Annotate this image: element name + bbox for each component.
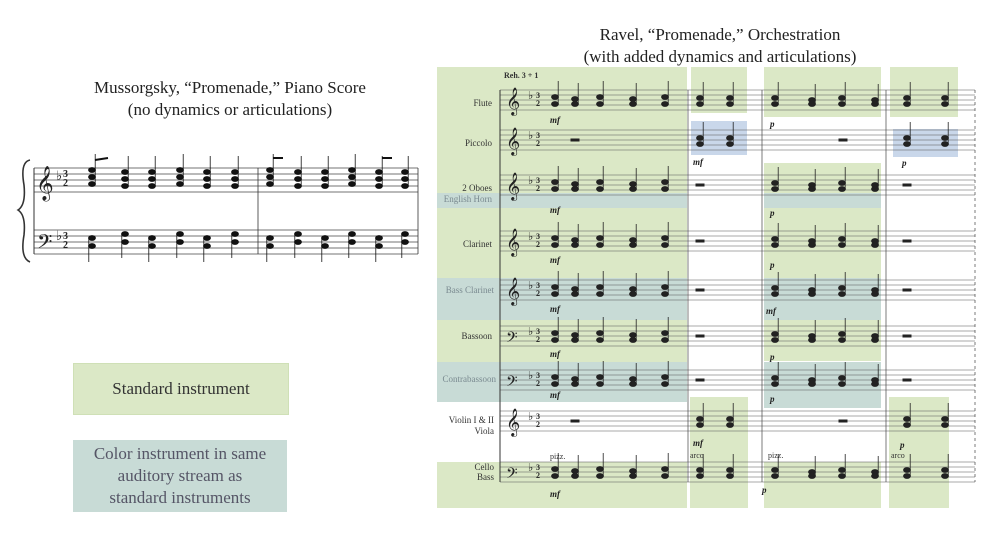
notehead [872, 102, 879, 107]
time-signature: 2 [536, 471, 540, 480]
notehead [839, 187, 846, 192]
label-oboes: 2 Oboes [462, 183, 492, 193]
notehead [697, 96, 704, 101]
notehead [809, 102, 816, 107]
time-signature: 3 [536, 176, 540, 185]
flat-icon: ♭ [528, 130, 534, 142]
notehead [630, 97, 637, 102]
notehead [697, 468, 704, 473]
dynamic-p: p [762, 485, 767, 495]
notehead [597, 180, 604, 185]
notehead [839, 332, 846, 337]
bass-clef-icon: 𝄢 [506, 465, 518, 485]
label-violin: Violin I & II [448, 415, 494, 425]
notehead [597, 187, 604, 192]
notehead [572, 287, 579, 292]
notehead [662, 180, 669, 185]
svg-text:2: 2 [63, 178, 68, 189]
whole-rest [571, 420, 579, 422]
notehead [839, 338, 846, 343]
notehead [872, 382, 879, 387]
notehead [552, 285, 559, 290]
dynamic-mf: mf [550, 205, 560, 215]
label-piccolo: Piccolo [465, 138, 492, 148]
notehead [772, 468, 779, 473]
notehead [809, 382, 816, 387]
dynamic-p: p [770, 394, 775, 404]
time-signature: 2 [536, 240, 540, 249]
notehead [630, 333, 637, 338]
flat-icon: ♭ [528, 175, 534, 187]
dynamic-p: p [770, 119, 775, 129]
notehead [809, 474, 816, 479]
svg-text:3: 3 [63, 231, 68, 242]
label-bass: Bass [476, 472, 494, 482]
time-signature: 2 [536, 379, 540, 388]
notehead [904, 468, 911, 473]
flat-icon: ♭ [528, 231, 534, 243]
notehead [597, 236, 604, 241]
time-signature: 3 [536, 232, 540, 241]
notehead [839, 96, 846, 101]
dynamic-mf: mf [766, 306, 776, 316]
whole-rest [696, 289, 704, 291]
notehead [697, 474, 704, 479]
time-signature: 3 [536, 327, 540, 336]
label-cello: Cello [474, 462, 494, 472]
notehead [630, 287, 637, 292]
notehead [942, 136, 949, 141]
pizz-marking: pizz. [768, 451, 784, 460]
flat-icon: ♭ [528, 411, 534, 423]
notehead [572, 474, 579, 479]
notehead [597, 285, 604, 290]
arco-marking: arco [690, 451, 704, 460]
treble-clef-icon: 𝄞 [506, 410, 521, 436]
time-signature: 2 [536, 99, 540, 108]
dynamic-mf: mf [550, 255, 560, 265]
notehead [597, 338, 604, 343]
notehead [552, 467, 559, 472]
notehead [572, 243, 579, 248]
bass-clef-icon: 𝄢 [37, 232, 53, 258]
treble-clef-icon: 𝄞 [506, 230, 521, 256]
notehead [630, 102, 637, 107]
notehead [572, 333, 579, 338]
flat-icon: ♭ [528, 326, 534, 338]
dynamic-mf: mf [693, 157, 703, 167]
dynamic-mf: mf [550, 489, 560, 499]
rehearsal-mark: Reh. 3 + 1 [504, 71, 539, 80]
orchestration-title-line2: (with added dynamics and articulations) [583, 47, 857, 66]
treble-clef-icon: 𝄞 [36, 167, 54, 200]
notehead [727, 102, 734, 107]
notehead [662, 331, 669, 336]
notehead [662, 102, 669, 107]
notehead [904, 96, 911, 101]
notehead [552, 243, 559, 248]
notehead [839, 474, 846, 479]
notehead [662, 187, 669, 192]
dynamic-p: p [900, 440, 905, 450]
notehead [572, 382, 579, 387]
notehead [552, 236, 559, 241]
notehead [572, 187, 579, 192]
notehead [942, 468, 949, 473]
notehead [904, 136, 911, 141]
notehead [942, 417, 949, 422]
notehead [697, 136, 704, 141]
svg-text:♭: ♭ [56, 168, 63, 183]
notehead [942, 96, 949, 101]
notehead [727, 142, 734, 147]
notehead [839, 237, 846, 242]
whole-rest [696, 240, 704, 242]
notehead [552, 102, 559, 107]
label-bass-clarinet: Bass Clarinet [445, 285, 494, 295]
notehead [839, 181, 846, 186]
bass-clef-icon: 𝄢 [506, 329, 518, 349]
notehead [552, 95, 559, 100]
notehead [839, 468, 846, 473]
notehead [597, 331, 604, 336]
notehead [597, 292, 604, 297]
notehead [942, 142, 949, 147]
legend-color-line2: auditory stream as [117, 466, 243, 485]
notehead [872, 187, 879, 192]
time-signature: 2 [536, 289, 540, 298]
time-signature: 3 [536, 131, 540, 140]
notehead [809, 187, 816, 192]
notehead [697, 142, 704, 147]
notehead [572, 338, 579, 343]
notehead [597, 467, 604, 472]
time-signature: 3 [536, 463, 540, 472]
notehead [630, 469, 637, 474]
label-contrabassoon: Contrabassoon [442, 374, 496, 384]
notehead [552, 292, 559, 297]
legend-color-line1: Color instrument in same [93, 444, 267, 463]
treble-clef-icon: 𝄞 [506, 174, 521, 200]
dynamic-p: p [770, 208, 775, 218]
whole-rest [903, 335, 911, 337]
notehead [772, 102, 779, 107]
notehead [597, 474, 604, 479]
legend-standard-label: Standard instrument [112, 379, 250, 398]
notehead [572, 377, 579, 382]
notehead [872, 243, 879, 248]
notehead [839, 102, 846, 107]
dynamic-p: p [902, 158, 907, 168]
whole-rest [696, 184, 704, 186]
label-english-horn: English Horn [443, 194, 492, 204]
pizz-marking: pizz. [550, 452, 566, 461]
whole-rest [903, 289, 911, 291]
whole-rest [571, 139, 579, 141]
notehead [697, 102, 704, 107]
notehead [630, 377, 637, 382]
notehead [904, 417, 911, 422]
notehead [904, 474, 911, 479]
notehead [630, 474, 637, 479]
notehead [772, 338, 779, 343]
notehead [597, 375, 604, 380]
notehead [572, 469, 579, 474]
notehead [552, 382, 559, 387]
treble-clef-icon: 𝄞 [506, 129, 521, 155]
svg-text:2: 2 [63, 240, 68, 251]
notehead [697, 423, 704, 428]
dynamic-mf: mf [693, 438, 703, 448]
notehead [727, 474, 734, 479]
notehead [772, 474, 779, 479]
svg-text:♭: ♭ [56, 228, 63, 243]
whole-rest [903, 379, 911, 381]
notehead [772, 382, 779, 387]
notehead [727, 468, 734, 473]
notehead [727, 96, 734, 101]
notehead [809, 292, 816, 297]
notehead [809, 243, 816, 248]
dynamic-p: p [770, 352, 775, 362]
notehead [839, 376, 846, 381]
notehead [772, 181, 779, 186]
time-signature: 2 [536, 335, 540, 344]
notehead [630, 338, 637, 343]
notehead [904, 142, 911, 147]
notehead [872, 292, 879, 297]
whole-rest [839, 420, 847, 422]
notehead [630, 182, 637, 187]
whole-rest [696, 335, 704, 337]
arco-marking: arco [891, 451, 905, 460]
notehead [839, 292, 846, 297]
notehead [872, 474, 879, 479]
time-signature: 2 [536, 184, 540, 193]
notehead [662, 338, 669, 343]
notehead [662, 95, 669, 100]
legend-color-line3: standard instruments [109, 488, 251, 507]
notehead [872, 338, 879, 343]
notehead [630, 382, 637, 387]
notehead [662, 375, 669, 380]
time-signature: 2 [536, 420, 540, 429]
notehead [904, 423, 911, 428]
notehead [772, 332, 779, 337]
flat-icon: ♭ [528, 370, 534, 382]
notehead [772, 376, 779, 381]
color-highlight-bcl-m3 [764, 278, 881, 320]
label-viola: Viola [474, 426, 494, 436]
svg-text:3: 3 [63, 169, 68, 180]
notehead [727, 417, 734, 422]
time-signature: 3 [536, 371, 540, 380]
notehead [630, 243, 637, 248]
label-clarinet: Clarinet [463, 239, 492, 249]
notehead [552, 187, 559, 192]
notehead [572, 292, 579, 297]
notehead [552, 474, 559, 479]
dynamic-mf: mf [550, 115, 560, 125]
notehead [630, 238, 637, 243]
notehead [942, 102, 949, 107]
flat-icon: ♭ [528, 280, 534, 292]
notehead [552, 331, 559, 336]
time-signature: 3 [536, 281, 540, 290]
whole-rest [696, 379, 704, 381]
whole-rest [903, 184, 911, 186]
orchestration-title-line1: Ravel, “Promenade,” Orchestration [599, 25, 841, 44]
dynamic-p: p [770, 260, 775, 270]
notehead [942, 474, 949, 479]
notehead [572, 102, 579, 107]
notehead [552, 338, 559, 343]
notehead [772, 286, 779, 291]
notehead [839, 382, 846, 387]
whole-rest [903, 240, 911, 242]
notehead [662, 236, 669, 241]
notehead [597, 382, 604, 387]
notehead [772, 292, 779, 297]
treble-clef-icon: 𝄞 [506, 89, 521, 115]
notehead [839, 286, 846, 291]
notehead [597, 102, 604, 107]
treble-clef-icon: 𝄞 [506, 279, 521, 305]
notehead [662, 285, 669, 290]
notehead [597, 95, 604, 100]
notehead [772, 96, 779, 101]
notehead [772, 187, 779, 192]
label-flute: Flute [473, 98, 492, 108]
notehead [727, 136, 734, 141]
flat-icon: ♭ [528, 462, 534, 474]
notehead [630, 292, 637, 297]
bass-clef-icon: 𝄢 [506, 373, 518, 393]
notehead [572, 97, 579, 102]
time-signature: 3 [536, 91, 540, 100]
notehead [727, 423, 734, 428]
notehead [697, 417, 704, 422]
notehead [904, 102, 911, 107]
notehead [662, 467, 669, 472]
whole-rest [839, 139, 847, 141]
notehead [572, 182, 579, 187]
time-signature: 3 [536, 412, 540, 421]
notehead [809, 338, 816, 343]
piano-score-title-line2: (no dynamics or articulations) [127, 100, 333, 119]
notehead [662, 243, 669, 248]
notehead [942, 423, 949, 428]
notehead [572, 238, 579, 243]
piano-score-title-line1: Mussorgsky, “Promenade,” Piano Score [94, 78, 366, 97]
notehead [630, 187, 637, 192]
notehead [597, 243, 604, 248]
notehead [552, 180, 559, 185]
dynamic-mf: mf [550, 390, 560, 400]
time-signature: 2 [536, 139, 540, 148]
standard-highlight-flute-m3 [764, 67, 881, 117]
dynamic-mf: mf [550, 349, 560, 359]
flat-icon: ♭ [528, 90, 534, 102]
notehead [662, 474, 669, 479]
standard-highlight-cello-m3 [764, 462, 881, 508]
notehead [839, 243, 846, 248]
notehead [662, 292, 669, 297]
notehead [772, 237, 779, 242]
notehead [772, 243, 779, 248]
standard-highlight-main [437, 67, 687, 402]
notehead [552, 375, 559, 380]
notehead [662, 382, 669, 387]
dynamic-mf: mf [550, 304, 560, 314]
label-bassoon: Bassoon [461, 331, 492, 341]
